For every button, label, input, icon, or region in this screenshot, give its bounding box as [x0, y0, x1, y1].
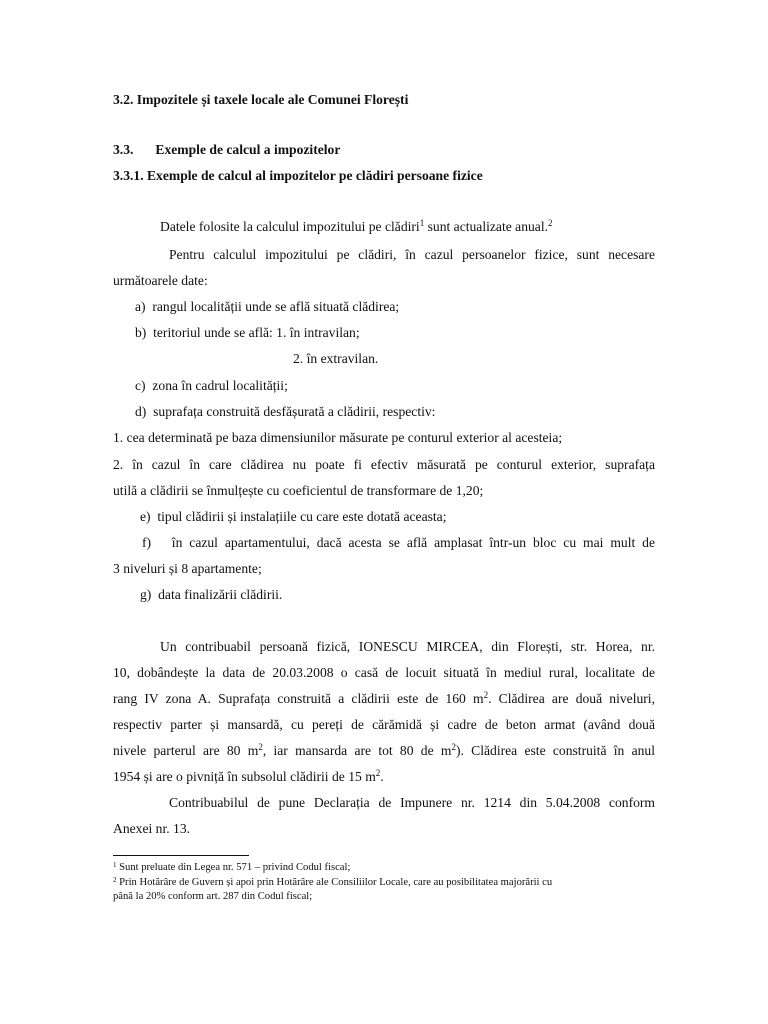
example-line-3: [113, 690, 655, 708]
list-marker-g: g): [140, 587, 152, 602]
footnote-text-2: Prin Hotărâre de Guvern și apoi prin Hotărâre ale Consiliilor Locale, care au posibilitatea majorării cu: [116, 877, 553, 888]
requirements-paragraph-line-1: Pentru calculul impozitului pe clădiri, în cazul persoanelor fizice, sunt necesare: [169, 247, 655, 262]
footnote-number-1: 1: [113, 861, 117, 869]
superscript-2: 2: [375, 768, 381, 778]
intro-paragraph-line: [160, 218, 702, 236]
footnote-ref-1: 1: [419, 218, 425, 228]
example-line-3-a: rang IV zona A. Suprafața construită a clădirii este de 160 m: [113, 691, 484, 706]
list-marker-e: e): [140, 509, 151, 524]
example-line-3-b: . Clădirea are două niveluri,: [488, 691, 655, 706]
list-item-b-sub: 2. în extravilan.: [293, 351, 379, 366]
footnote-2-line-2: până la 20% conform art. 287 din Codul fiscal;: [113, 891, 313, 902]
superscript-2: 2: [258, 742, 263, 752]
requirements-paragraph-line-2: următoarele date:: [113, 273, 208, 288]
list-marker-a: a): [135, 299, 146, 314]
footnote-2-line-1: [113, 876, 658, 889]
list-marker-f: f): [142, 535, 152, 550]
list-marker-d: d): [135, 404, 147, 419]
footnote-1: [113, 861, 658, 874]
list-item-d: [135, 403, 677, 421]
list-item-c: [135, 377, 677, 395]
list-item-g: [140, 586, 682, 604]
example-line-6-a: 1954 și are o pivniță în subsolul clădirii de 15 m: [113, 769, 376, 784]
heading-3-3-text: Exemple de calcul a impozitelor: [155, 142, 341, 157]
list-item-f-line-2: 3 niveluri și 8 apartamente;: [113, 561, 262, 576]
list-marker-b: b): [135, 325, 147, 340]
heading-3-3: [113, 141, 655, 159]
example-line-5-b: , iar mansarda are tot 80 de m: [262, 743, 452, 758]
list-marker-c: c): [135, 378, 146, 393]
list-item-b: [135, 324, 677, 342]
list-item-e: [140, 508, 682, 526]
example-line-6-b: .: [380, 769, 384, 784]
list-item-d-2-line-1: 2. în cazul în care clădirea nu poate fi efectiv măsurată pe conturul exterior, suprafața: [113, 457, 655, 472]
declaration-line-2: Anexei nr. 13.: [113, 821, 191, 836]
example-line-1: Un contribuabil persoană fizică, IONESCU MIRCEA, din Florești, str. Horea, nr.: [160, 639, 655, 654]
list-text-b: teritoriul unde se află: 1. în intravilan;: [153, 325, 360, 340]
footnote-text-1: Sunt preluate din Legea nr. 571 – privind Codul fiscal;: [116, 862, 351, 873]
example-line-5-a: nivele parterul are 80 m: [113, 743, 259, 758]
list-item-a: [135, 298, 677, 316]
list-text-e: tipul clădirii și instalațiile cu care este dotată aceasta;: [157, 509, 447, 524]
example-line-6: [113, 768, 655, 786]
list-item-d-2-line-2: utilă a clădirii se înmulțește cu coeficientul de transformare de 1,20;: [113, 483, 484, 498]
superscript-2: 2: [451, 742, 456, 752]
list-item-d-1: 1. cea determinată pe baza dimensiunilor măsurate pe conturul exterior al acesteia;: [113, 430, 563, 445]
list-item-f-line-1: [142, 534, 655, 552]
footnote-ref-2: 2: [548, 218, 553, 228]
list-text-d: suprafața construită desfășurată a clădirii, respectiv:: [153, 404, 436, 419]
heading-3-3-1: 3.3.1. Exemple de calcul al impozitelor pe clădiri persoane fizice: [113, 168, 483, 183]
list-text-c: zona în cadrul localității;: [152, 378, 288, 393]
example-line-5-c: ). Clădirea este construită în anul: [455, 743, 655, 758]
heading-3-3-number: 3.3.: [113, 142, 134, 157]
intro-text-b: sunt actualizate anual.: [424, 219, 549, 234]
footnote-number-2: 2: [113, 876, 117, 884]
heading-3-2: 3.2. Impozitele și taxele locale ale Comunei Florești: [113, 92, 409, 107]
list-text-a: rangul localității unde se află situată clădirea;: [152, 299, 400, 314]
superscript-2: 2: [483, 690, 489, 700]
example-line-5: [113, 742, 655, 760]
declaration-line-1: Contribuabilul de pune Declarația de Impunere nr. 1214 din 5.04.2008 conform: [169, 795, 655, 810]
example-line-4: respectiv parter și mansardă, cu pereți de cărămidă și cadre de beton armat (având două: [113, 717, 655, 732]
example-line-2: 10, dobândește la data de 20.03.2008 o casă de locuit situată în mediul rural, localitate de: [113, 665, 655, 680]
footnote-separator: [113, 855, 249, 856]
list-text-g: data finalizării clădirii.: [158, 587, 283, 602]
list-text-f: în cazul apartamentului, dacă acesta se află amplasat într-un bloc cu mai mult de: [171, 535, 655, 550]
intro-text-a: Datele folosite la calculul impozitului pe clădiri: [160, 219, 420, 234]
